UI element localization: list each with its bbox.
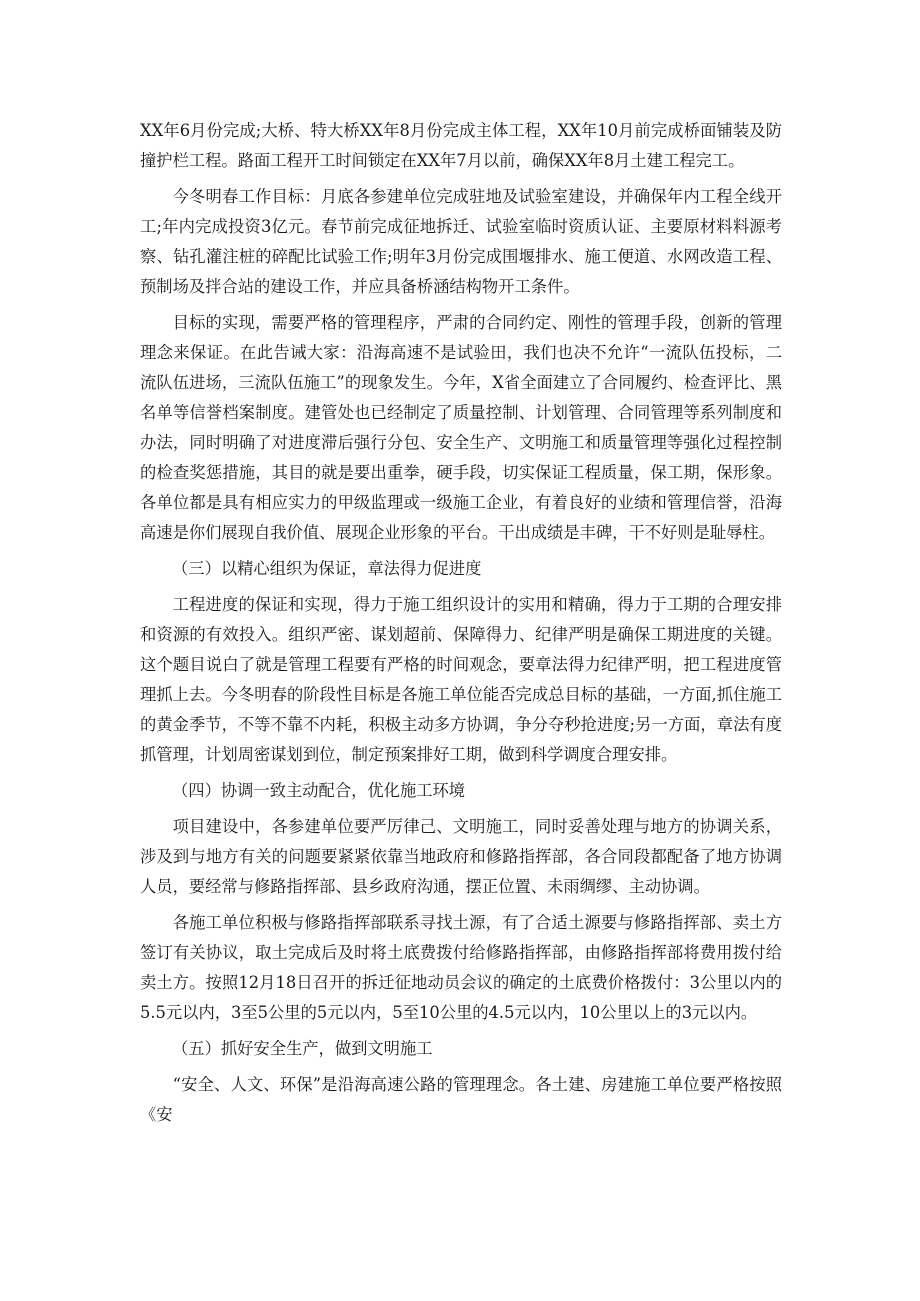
section-heading: （三）以精心组织为保证，章法得力促进度 [172,559,482,578]
body-paragraph: 目标的实现，需要严格的管理程序，严肃的合同约定、刚性的管理手段，创新的管理理念来保证。在此告诫大家：沿海高速不是试验田，我们也决不允许“一流队伍投标，二流队伍进场，三流队伍施工”的现象发生。今年，X省全面建立了合同履约、检查评比、黑名单等信誉档案制度。建管处也已经制定了质量控制、计划管理、合同管理等系列制度和办法，同时明确了对进度滞后强行分包、安全生产、文明施工和质量管理等强化过程控制的检查奖惩措施，其目的就是要出重拳，硬手段，切实保证工程质量，保工期，保形象。各单位都是具有相应实力的甲级监理或一级施工企业，有着良好的业绩和管理信誉，沿海高速是你们展现自我价值、展现企业形象的平台。干出成绩是丰碑，干不好则是耻辱柱。 [140,313,782,542]
body-paragraph: 各施工单位积极与修路指挥部联系寻找土源，有了合适土源要与修路指挥部、卖土方签订有关协议，取土完成后及时将土底费拨付给修路指挥部，由修路指挥部将费用拨付给卖土方。按照12月18日召开的拆迁征地动员会议的确定的土底费价格拨付：3公里以内的5.5元以内，3至5公里的5元以内，5至10公里的4.5元以内，10公里以上的3元以内。 [140,913,782,1022]
document-page [140,116,782,1136]
section-heading: （五）抓好安全生产，做到文明施工 [172,1039,433,1058]
section-heading: （四）协调一致主动配合，优化施工环境 [172,781,466,800]
body-paragraph: “安全、人文、环保”是沿海高速公路的管理理念。各土建、房建施工单位要严格按照《安 [140,1075,782,1124]
body-paragraph: 工程进度的保证和实现，得力于施工组织设计的实用和精确，得力于工期的合理安排和资源的有效投入。组织严密、谋划超前、保障得力、纪律严明是确保工期进度的关键。这个题目说白了就是管理工程要有严格的时间观念，要章法得力纪律严明，把工程进度管理抓上去。今冬明春的阶段性目标是各施工单位能否完成总目标的基础，一方面,抓住施工的黄金季节，不等不靠不内耗，积极主动多方协调，争分夺秒抢进度;另一方面，章法有度抓管理，计划周密谋划到位，制定预案排好工期，做到科学调度合理安排。 [140,595,782,764]
body-paragraph: XX年6月份完成;大桥、特大桥XX年8月份完成主体工程，XX年10月前完成桥面铺装及防撞护栏工程。路面工程开工时间锁定在XX年7月以前，确保XX年8月土建工程完工。 [140,121,782,170]
body-paragraph: 今冬明春工作目标：月底各参建单位完成驻地及试验室建设，并确保年内工程全线开工;年内完成投资3亿元。春节前完成征地拆迁、试验室临时资质认证、主要原材料料源考察、钻孔灌注桩的碎配比试验工作;明年3月份完成围堰排水、施工便道、水网改造工程、预制场及拌合站的建设工作，并应具备桥涵结构物开工条件。 [140,187,782,296]
body-paragraph: 项目建设中，各参建单位要严厉律己、文明施工，同时妥善处理与地方的协调关系，涉及到与地方有关的问题要紧紧依靠当地政府和修路指挥部，各合同段都配备了地方协调人员，要经常与修路指挥部、县乡政府沟通，摆正位置、未雨绸缪、主动协调。 [140,817,782,896]
